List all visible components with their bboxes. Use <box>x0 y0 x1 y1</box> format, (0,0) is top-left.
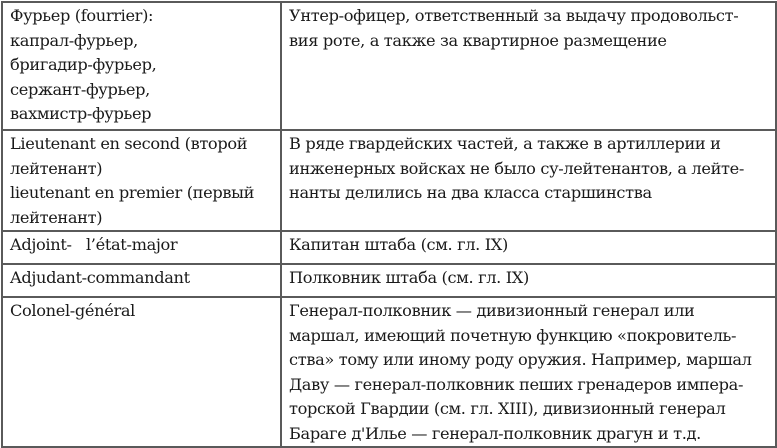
term-cell <box>2 2 281 130</box>
term-cell <box>2 297 281 447</box>
term-line: Colonel-général <box>10 301 135 320</box>
table-row <box>2 297 776 447</box>
description-line: Даву — генерал-полковник пеших гренадеров импера- <box>289 374 744 394</box>
term-line: лейтенант) <box>10 207 103 227</box>
ranks-table <box>1 1 777 448</box>
description-line: В ряде гвардейских частей, а также в артиллерии и <box>289 134 721 153</box>
description-line: Капитан штаба (см. гл. IX) <box>289 235 508 254</box>
description-line: Унтер-офицер, ответственный за выдачу продовольст- <box>289 6 739 25</box>
term-line: Adjudant-commandant <box>10 268 190 287</box>
description-line: Бараге д'Илье — генерал-полковник драгун и т.д. <box>289 423 701 443</box>
description-line: нанты делились на два класса старшинства <box>289 183 652 202</box>
description-cell <box>281 130 776 231</box>
term-line: сержант-фурьер, <box>10 79 150 99</box>
description-cell <box>281 2 776 130</box>
term-line: бригадир-фурьер, <box>10 55 157 74</box>
description-line: ства» тому или иному роду оружия. Например, маршал <box>289 350 752 369</box>
description-line: Генерал-полковник — дивизионный генерал или <box>289 301 695 320</box>
term-line: Фурьер (fourrier): <box>10 6 154 25</box>
term-line: Lieutenant en second (второй <box>10 134 248 153</box>
description-line: инженерных войсках не было су-лейтенантов, а лейте- <box>289 158 744 178</box>
term-line: lieutenant en premier (первый <box>10 183 255 202</box>
term-cell <box>2 264 281 297</box>
description-line: вия роте, а также за квартирное размещение <box>289 30 667 50</box>
term-line: Adjoint- l’état-major <box>10 235 178 254</box>
table-row <box>2 2 776 130</box>
table-row <box>2 264 776 297</box>
description-cell <box>281 297 776 447</box>
term-line: капрал-фурьер, <box>10 30 138 50</box>
description-line: Полковник штаба (см. гл. IX) <box>289 268 529 287</box>
term-line: лейтенант) <box>10 158 103 178</box>
table-row <box>2 231 776 264</box>
term-cell <box>2 231 281 264</box>
term-cell <box>2 130 281 231</box>
term-line: вахмистр-фурьер <box>10 104 152 123</box>
description-line: маршал, имеющий почетную функцию «покровитель- <box>289 325 737 345</box>
table-row <box>2 130 776 231</box>
description-line: торской Гвардии (см. гл. XIII), дивизионный генерал <box>289 399 726 418</box>
description-cell <box>281 264 776 297</box>
description-cell <box>281 231 776 264</box>
